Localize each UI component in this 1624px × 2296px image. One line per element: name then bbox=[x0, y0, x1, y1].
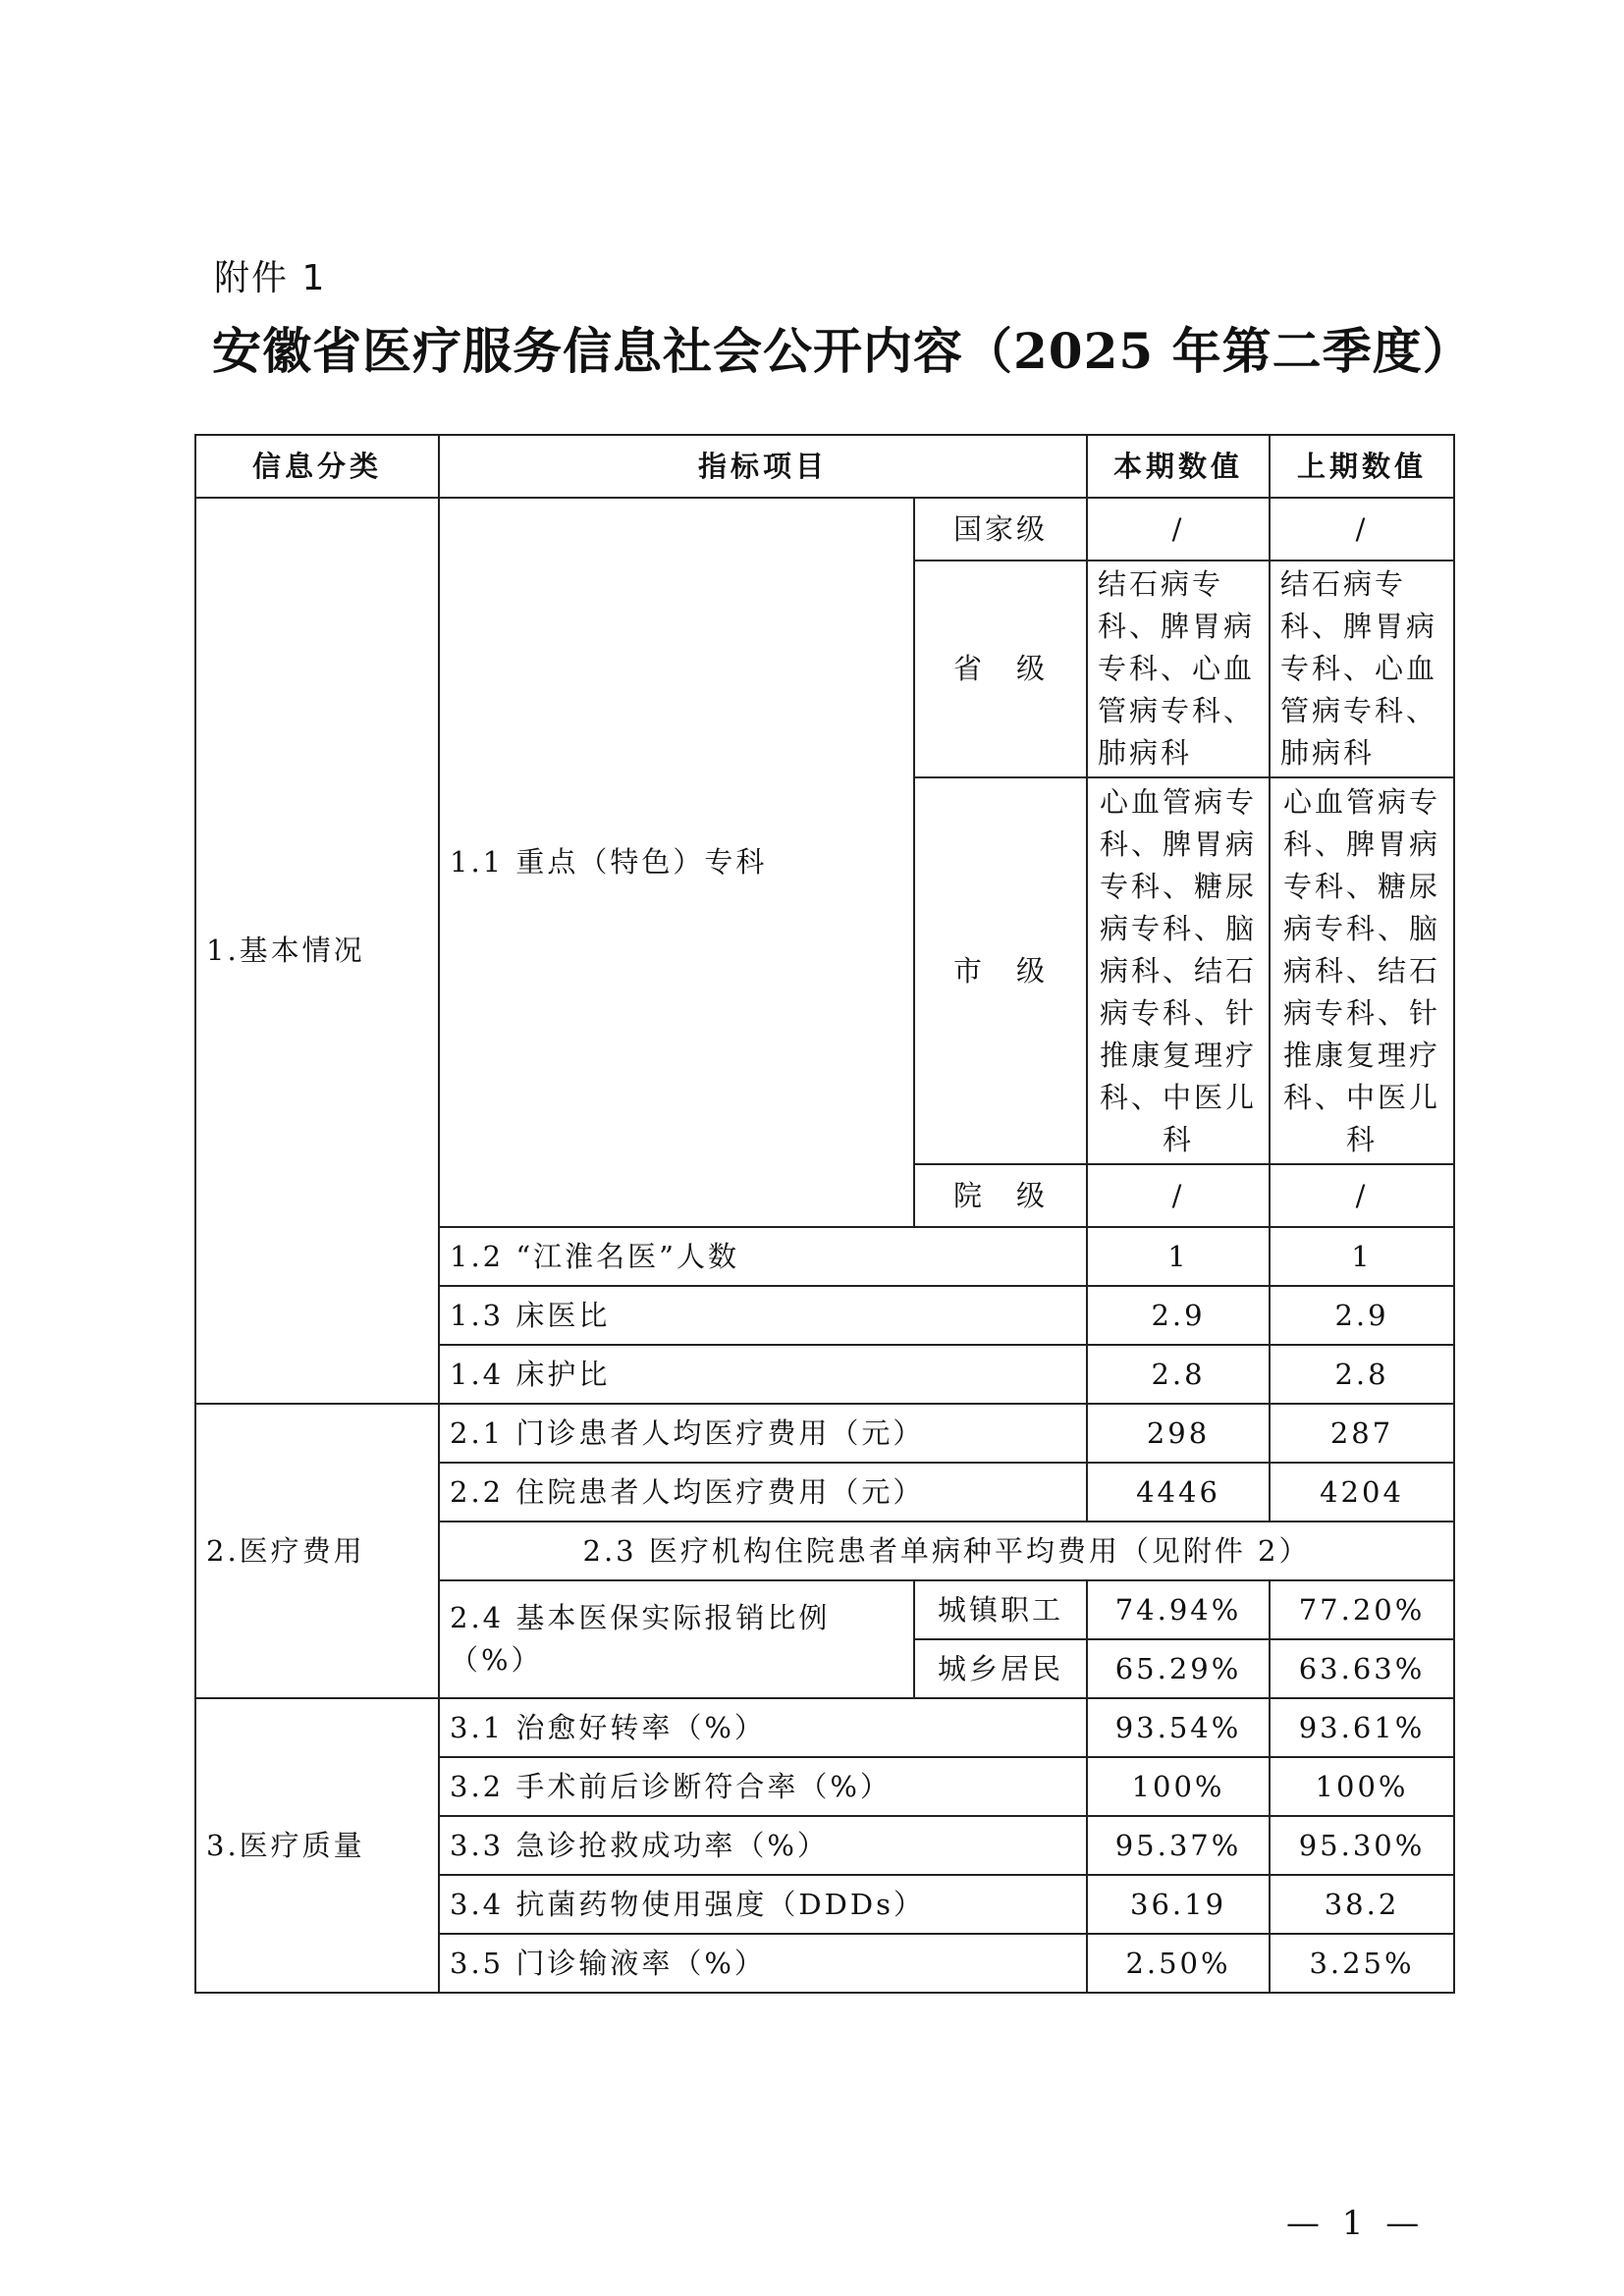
current-value: 2.50% bbox=[1087, 1934, 1270, 1993]
header-current: 本期数值 bbox=[1087, 435, 1270, 498]
table-row bbox=[195, 498, 1454, 561]
indicator-label: 3.3 急诊抢救成功率（%） bbox=[439, 1816, 1087, 1875]
level-label: 国家级 bbox=[914, 498, 1087, 561]
indicator-label: 3.4 抗菌药物使用强度（DDDs） bbox=[439, 1875, 1087, 1934]
previous-value: 100% bbox=[1270, 1757, 1454, 1816]
current-value: 36.19 bbox=[1087, 1875, 1270, 1934]
indicator-label: 1.2 “江淮名医”人数 bbox=[439, 1227, 1087, 1286]
current-value: 74.94% bbox=[1087, 1580, 1270, 1639]
indicator-label: 1.3 床医比 bbox=[439, 1286, 1087, 1345]
previous-value: 287 bbox=[1270, 1404, 1454, 1463]
indicator-label: 1.1 重点（特色）专科 bbox=[439, 498, 914, 1227]
table-row bbox=[195, 1698, 1454, 1757]
previous-value: 95.30% bbox=[1270, 1816, 1454, 1875]
current-value: 298 bbox=[1087, 1404, 1270, 1463]
current-value: 100% bbox=[1087, 1757, 1270, 1816]
header-previous: 上期数值 bbox=[1270, 435, 1454, 498]
current-value: 2.8 bbox=[1087, 1345, 1270, 1404]
header-indicator: 指标项目 bbox=[439, 435, 1087, 498]
indicator-label: 1.4 床护比 bbox=[439, 1345, 1087, 1404]
current-value: 2.9 bbox=[1087, 1286, 1270, 1345]
insurance-type: 城镇职工 bbox=[914, 1580, 1087, 1639]
level-label: 市 级 bbox=[914, 777, 1087, 1164]
indicator-label: 3.2 手术前后诊断符合率（%） bbox=[439, 1757, 1087, 1816]
attachment-label: 附件 1 bbox=[214, 258, 327, 298]
header-category: 信息分类 bbox=[195, 435, 439, 498]
previous-value: 38.2 bbox=[1270, 1875, 1454, 1934]
previous-value: 1 bbox=[1270, 1227, 1454, 1286]
indicator-label: 3.1 治愈好转率（%） bbox=[439, 1698, 1087, 1757]
indicator-label: 3.5 门诊输液率（%） bbox=[439, 1934, 1087, 1993]
current-value: 93.54% bbox=[1087, 1698, 1270, 1757]
insurance-type: 城乡居民 bbox=[914, 1639, 1087, 1698]
previous-value: / bbox=[1270, 498, 1454, 561]
previous-value: 63.63% bbox=[1270, 1639, 1454, 1698]
indicator-label: 2.1 门诊患者人均医疗费用（元） bbox=[439, 1404, 1087, 1463]
current-value: / bbox=[1087, 1164, 1270, 1227]
indicator-label: 2.2 住院患者人均医疗费用（元） bbox=[439, 1463, 1087, 1522]
table-header-row bbox=[195, 435, 1454, 498]
previous-value: 77.20% bbox=[1270, 1580, 1454, 1639]
previous-value: 2.9 bbox=[1270, 1286, 1454, 1345]
info-table bbox=[194, 434, 1455, 1994]
previous-value: 结石病专科、脾胃病专科、心血管病专科、肺病科 bbox=[1270, 561, 1454, 777]
current-value: 1 bbox=[1087, 1227, 1270, 1286]
previous-value: 93.61% bbox=[1270, 1698, 1454, 1757]
section-category: 3.医疗质量 bbox=[195, 1698, 439, 1993]
document-title: 安徽省医疗服务信息社会公开内容（2025 年第二季度） bbox=[212, 322, 1473, 380]
section-category: 2.医疗费用 bbox=[195, 1404, 439, 1698]
previous-value: / bbox=[1270, 1164, 1454, 1227]
table-row bbox=[195, 1404, 1454, 1463]
current-value: 结石病专科、脾胃病专科、心血管病专科、肺病科 bbox=[1087, 561, 1270, 777]
page-number: — 1 — bbox=[1286, 2204, 1426, 2243]
current-value: / bbox=[1087, 498, 1270, 561]
current-value: 心血管病专科、脾胃病专科、糖尿病专科、脑病科、结石病专科、针推康复理疗科、中医儿科 bbox=[1087, 777, 1270, 1164]
previous-value: 心血管病专科、脾胃病专科、糖尿病专科、脑病科、结石病专科、针推康复理疗科、中医儿科 bbox=[1270, 777, 1454, 1164]
section-category: 1.基本情况 bbox=[195, 498, 439, 1404]
previous-value: 3.25% bbox=[1270, 1934, 1454, 1993]
previous-value: 4204 bbox=[1270, 1463, 1454, 1522]
indicator-label: 2.4 基本医保实际报销比例（%） bbox=[439, 1580, 914, 1698]
level-label: 省 级 bbox=[914, 561, 1087, 777]
level-label: 院 级 bbox=[914, 1164, 1087, 1227]
previous-value: 2.8 bbox=[1270, 1345, 1454, 1404]
note-row: 2.3 医疗机构住院患者单病种平均费用（见附件 2） bbox=[439, 1522, 1454, 1580]
current-value: 65.29% bbox=[1087, 1639, 1270, 1698]
current-value: 4446 bbox=[1087, 1463, 1270, 1522]
current-value: 95.37% bbox=[1087, 1816, 1270, 1875]
